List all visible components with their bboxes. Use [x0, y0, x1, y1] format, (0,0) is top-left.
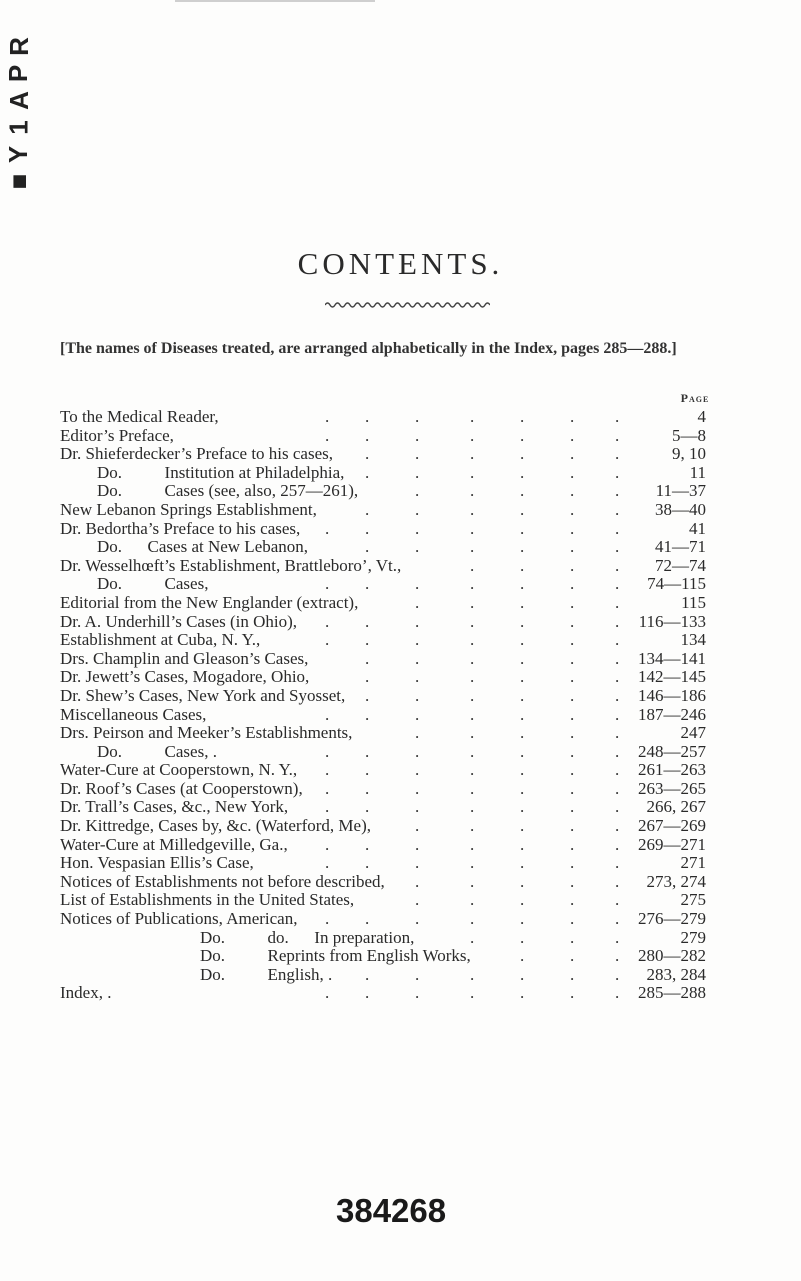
- entry-title: New Lebanon Springs Establishment,: [60, 499, 317, 519]
- leader-dot: .: [325, 518, 331, 538]
- top-edge-line: [175, 0, 375, 2]
- leader-dot: .: [415, 797, 421, 817]
- leader-dot: .: [615, 964, 621, 984]
- leader-dot: .: [325, 853, 331, 873]
- leader-dot: .: [615, 871, 621, 891]
- leader-dot: .: [615, 667, 621, 687]
- leader-dot: .: [520, 816, 526, 836]
- index-note: [The names of Diseases treated, are arranged alphabetically in the Index, pages 285—288.]: [60, 340, 677, 357]
- leader-dot: .: [415, 760, 421, 780]
- leader-dot: .: [615, 890, 621, 910]
- contents-entry: [0, 482, 801, 501]
- entry-page: 74—115: [647, 574, 706, 594]
- leader-dot: .: [570, 704, 576, 724]
- entry-title: Water-Cure at Milledgeville, Ga.,: [60, 834, 288, 854]
- entry-page: 271: [680, 853, 706, 873]
- contents-entry: [0, 947, 801, 966]
- leader-dot: .: [470, 518, 476, 538]
- shelf-number: 384268: [336, 1192, 447, 1229]
- entry-page: 4: [697, 407, 706, 426]
- leader-dot: .: [325, 797, 331, 817]
- leader-dot: .: [470, 704, 476, 724]
- leader-dot: .: [570, 685, 576, 705]
- leader-dot: .: [470, 853, 476, 873]
- leader-dot: .: [520, 574, 526, 594]
- leader-dot: .: [520, 481, 526, 501]
- leader-dot: .: [415, 741, 421, 761]
- leader-dot: .: [520, 741, 526, 761]
- contents-entry: [0, 873, 801, 892]
- leader-dot: .: [470, 481, 476, 501]
- leader-dot: .: [570, 983, 576, 1003]
- leader-dot: .: [415, 611, 421, 631]
- leader-dot: .: [570, 462, 576, 482]
- leader-dot: .: [415, 853, 421, 873]
- entry-page: 142—145: [638, 667, 706, 687]
- contents-entry: [0, 538, 801, 557]
- leader-dot: .: [415, 407, 421, 426]
- entry-page: 280—282: [638, 946, 706, 966]
- leader-dot: .: [520, 685, 526, 705]
- entry-title: Dr. Kittredge, Cases by, &c. (Waterford, Me),: [60, 816, 371, 836]
- contents-entry: [0, 984, 801, 1003]
- contents-entry: [0, 836, 801, 855]
- contents-entry: [0, 668, 801, 687]
- leader-dot: .: [325, 574, 331, 594]
- leader-dot: .: [365, 537, 371, 557]
- entry-page: 38—40: [655, 499, 706, 519]
- entry-title: Drs. Peirson and Meeker’s Establishments,: [60, 723, 353, 743]
- contents-entry: [0, 724, 801, 743]
- leader-dot: .: [470, 462, 476, 482]
- leader-dot: .: [570, 611, 576, 631]
- entry-title: To the Medical Reader,: [60, 407, 219, 426]
- leader-dot: .: [415, 518, 421, 538]
- leader-dot: .: [365, 574, 371, 594]
- leader-dot: .: [615, 778, 621, 798]
- leader-dot: .: [415, 648, 421, 668]
- page-column-header: Page: [680, 391, 710, 405]
- leader-dot: .: [325, 704, 331, 724]
- entry-title: Dr. Bedortha’s Preface to his cases,: [60, 518, 301, 538]
- leader-dot: .: [325, 741, 331, 761]
- entry-title: Do. Cases at New Lebanon,: [97, 537, 309, 557]
- contents-entry: [0, 594, 801, 613]
- contents-entry: [0, 631, 801, 650]
- contents-entry: [0, 408, 801, 427]
- leader-dot: .: [615, 537, 621, 557]
- leader-dot: .: [570, 909, 576, 929]
- leader-dot: .: [415, 667, 421, 687]
- leader-dot: .: [470, 425, 476, 445]
- leader-dot: .: [415, 816, 421, 836]
- leader-dot: .: [615, 853, 621, 873]
- leader-dot: .: [615, 704, 621, 724]
- entry-title: Drs. Champlin and Gleason’s Cases,: [60, 648, 309, 668]
- leader-dot: .: [520, 909, 526, 929]
- entry-page: 267—269: [638, 816, 706, 836]
- leader-dot: .: [570, 760, 576, 780]
- library-stamp: R P A 1 Y ■: [3, 37, 34, 190]
- leader-dot: .: [520, 871, 526, 891]
- leader-dot: .: [325, 760, 331, 780]
- leader-dot: .: [520, 407, 526, 426]
- contents-entry: [0, 798, 801, 817]
- leader-dot: .: [615, 574, 621, 594]
- leader-dot: .: [365, 611, 371, 631]
- entry-page: 115: [681, 592, 706, 612]
- leader-dot: .: [520, 648, 526, 668]
- contents-entry: [0, 501, 801, 520]
- leader-dot: .: [570, 630, 576, 650]
- entry-title: Do. English, .: [200, 964, 333, 984]
- contents-entry: [0, 761, 801, 780]
- leader-dot: .: [415, 574, 421, 594]
- leader-dot: .: [570, 537, 576, 557]
- leader-dot: .: [520, 834, 526, 854]
- leader-dot: .: [470, 685, 476, 705]
- entry-page: 283, 284: [646, 964, 706, 984]
- entry-page: 41: [689, 518, 706, 538]
- leader-dot: .: [520, 518, 526, 538]
- entry-title: Editorial from the New Englander (extract),: [60, 592, 359, 612]
- entry-page: 279: [680, 927, 706, 947]
- leader-dot: .: [365, 760, 371, 780]
- leader-dot: .: [570, 834, 576, 854]
- entry-page: 248—257: [638, 741, 706, 761]
- leader-dot: .: [520, 499, 526, 519]
- entry-title: Dr. Shew’s Cases, New York and Syosset,: [60, 685, 346, 705]
- entry-page: 116—133: [638, 611, 706, 631]
- leader-dot: .: [615, 518, 621, 538]
- leader-dot: .: [520, 630, 526, 650]
- leader-dot: .: [470, 499, 476, 519]
- leader-dot: .: [365, 462, 371, 482]
- leader-dot: .: [520, 462, 526, 482]
- leader-dot: .: [615, 797, 621, 817]
- leader-dot: .: [570, 871, 576, 891]
- leader-dot: .: [470, 537, 476, 557]
- leader-dot: .: [325, 909, 331, 929]
- leader-dot: .: [470, 667, 476, 687]
- leader-dot: .: [520, 611, 526, 631]
- leader-dot: .: [470, 741, 476, 761]
- leader-dot: .: [615, 927, 621, 947]
- leader-dot: .: [615, 425, 621, 445]
- leader-dot: .: [470, 834, 476, 854]
- leader-dot: .: [570, 574, 576, 594]
- leader-dot: .: [615, 462, 621, 482]
- leader-dot: .: [570, 741, 576, 761]
- leader-dot: .: [615, 444, 621, 464]
- leader-dot: .: [470, 723, 476, 743]
- leader-dot: .: [415, 983, 421, 1003]
- leader-dot: .: [415, 444, 421, 464]
- entry-title: List of Establishments in the United States,: [60, 890, 355, 910]
- leader-dot: .: [365, 964, 371, 984]
- leader-dot: .: [470, 909, 476, 929]
- leader-dot: .: [470, 648, 476, 668]
- leader-dot: .: [570, 946, 576, 966]
- entry-title: Editor’s Preface,: [60, 425, 174, 445]
- entry-title: Do. Cases, .: [97, 741, 217, 761]
- entry-page: 269—271: [638, 834, 706, 854]
- leader-dot: .: [365, 630, 371, 650]
- leader-dot: .: [615, 909, 621, 929]
- leader-dot: .: [615, 834, 621, 854]
- leader-dot: .: [520, 983, 526, 1003]
- contents-entry: [0, 520, 801, 539]
- entry-page: 5—8: [672, 425, 706, 445]
- contents-entry: [0, 687, 801, 706]
- leader-dot: .: [325, 778, 331, 798]
- entry-title: Do. Cases (see, also, 257—261),: [97, 481, 359, 501]
- leader-dot: .: [470, 630, 476, 650]
- contents-entry: [0, 613, 801, 632]
- leader-dot: .: [570, 778, 576, 798]
- entry-page: 273, 274: [646, 871, 706, 891]
- leader-dot: .: [325, 425, 331, 445]
- leader-dot: .: [520, 723, 526, 743]
- leader-dot: .: [470, 927, 476, 947]
- leader-dot: .: [365, 667, 371, 687]
- leader-dot: .: [520, 890, 526, 910]
- leader-dot: .: [365, 909, 371, 929]
- entry-title: Notices of Publications, American,: [60, 909, 298, 929]
- leader-dot: .: [470, 611, 476, 631]
- leader-dot: .: [615, 741, 621, 761]
- contents-entry: [0, 464, 801, 483]
- leader-dot: .: [520, 555, 526, 575]
- leader-dot: .: [415, 462, 421, 482]
- leader-dot: .: [615, 946, 621, 966]
- leader-dot: .: [520, 964, 526, 984]
- leader-dot: .: [570, 667, 576, 687]
- leader-dot: .: [520, 444, 526, 464]
- leader-dot: .: [570, 481, 576, 501]
- leader-dot: .: [520, 425, 526, 445]
- leader-dot: .: [415, 723, 421, 743]
- leader-dot: .: [325, 407, 331, 426]
- leader-dot: .: [470, 871, 476, 891]
- entry-page: 134: [680, 630, 706, 650]
- leader-dot: .: [570, 592, 576, 612]
- leader-dot: .: [365, 499, 371, 519]
- entry-page: 266, 267: [646, 797, 706, 817]
- contents-entry: [0, 780, 801, 799]
- leader-dot: .: [615, 685, 621, 705]
- entry-page: 41—71: [655, 537, 706, 557]
- leader-dot: .: [470, 555, 476, 575]
- leader-dot: .: [570, 444, 576, 464]
- leader-dot: .: [325, 611, 331, 631]
- entry-title: Do. Reprints from English Works,: [200, 946, 471, 966]
- entry-title: Dr. Trall’s Cases, &c., New York,: [60, 797, 289, 817]
- entry-page: 275: [680, 890, 706, 910]
- leader-dot: .: [570, 555, 576, 575]
- entry-title: Notices of Establishments not before described,: [60, 871, 385, 891]
- leader-dot: .: [615, 760, 621, 780]
- leader-dot: .: [570, 816, 576, 836]
- leader-dot: .: [520, 760, 526, 780]
- entry-page: 263—265: [638, 778, 706, 798]
- leader-dot: .: [415, 778, 421, 798]
- entry-page: 11: [689, 462, 706, 482]
- leader-dot: .: [615, 630, 621, 650]
- leader-dot: .: [365, 425, 371, 445]
- entry-title: Dr. A. Underhill’s Cases (in Ohio),: [60, 611, 298, 631]
- leader-dot: .: [570, 890, 576, 910]
- leader-dot: .: [570, 723, 576, 743]
- contents-entry: [0, 557, 801, 576]
- entry-title: Dr. Jewett’s Cases, Mogadore, Ohio,: [60, 667, 310, 687]
- leader-dot: .: [365, 518, 371, 538]
- contents-entry: [0, 817, 801, 836]
- leader-dot: .: [520, 797, 526, 817]
- contents-entry: [0, 445, 801, 464]
- leader-dot: .: [365, 407, 371, 426]
- entry-title: Index, .: [60, 983, 112, 1003]
- contents-entry: [0, 706, 801, 725]
- leader-dot: .: [365, 685, 371, 705]
- contents-entry: [0, 910, 801, 929]
- leader-dot: .: [615, 499, 621, 519]
- entry-page: 285—288: [638, 983, 706, 1003]
- leader-dot: .: [470, 964, 476, 984]
- contents-entry: [0, 427, 801, 446]
- leader-dot: .: [570, 964, 576, 984]
- entry-page: 9, 10: [672, 444, 706, 464]
- leader-dot: .: [470, 816, 476, 836]
- leader-dot: .: [615, 983, 621, 1003]
- entry-page: 276—279: [638, 909, 706, 929]
- leader-dot: .: [615, 555, 621, 575]
- contents-entry: [0, 854, 801, 873]
- leader-dot: .: [365, 444, 371, 464]
- leader-dot: .: [470, 407, 476, 426]
- entry-title: Dr. Shieferdecker’s Preface to his cases,: [60, 444, 333, 464]
- leader-dot: .: [415, 964, 421, 984]
- leader-dot: .: [520, 778, 526, 798]
- leader-dot: .: [415, 499, 421, 519]
- leader-dot: .: [415, 425, 421, 445]
- leader-dot: .: [570, 407, 576, 426]
- leader-dot: .: [520, 592, 526, 612]
- leader-dot: .: [520, 704, 526, 724]
- entry-title: Do. Institution at Philadelphia,: [97, 462, 345, 482]
- leader-dot: .: [365, 648, 371, 668]
- contents-entry: [0, 966, 801, 985]
- leader-dot: .: [520, 853, 526, 873]
- leader-dot: .: [415, 890, 421, 910]
- entry-page: 11—37: [655, 481, 706, 501]
- entry-title: Dr. Wesselhœft’s Establishment, Brattleboro’, Vt.,: [60, 555, 402, 575]
- leader-dot: .: [415, 630, 421, 650]
- leader-dot: .: [570, 425, 576, 445]
- contents-entry: [0, 743, 801, 762]
- entry-title: Do. Cases,: [97, 574, 209, 594]
- leader-dot: .: [470, 797, 476, 817]
- contents-entry: [0, 929, 801, 948]
- leader-dot: .: [365, 778, 371, 798]
- wavy-rule-ornament: [325, 301, 490, 309]
- leader-dot: .: [365, 797, 371, 817]
- leader-dot: .: [415, 704, 421, 724]
- entry-page: 134—141: [638, 648, 706, 668]
- leader-dot: .: [365, 853, 371, 873]
- leader-dot: .: [325, 983, 331, 1003]
- leader-dot: .: [470, 778, 476, 798]
- leader-dot: .: [325, 630, 331, 650]
- leader-dot: .: [365, 741, 371, 761]
- leader-dot: .: [470, 592, 476, 612]
- entry-page: 146—186: [638, 685, 706, 705]
- leader-dot: .: [520, 927, 526, 947]
- leader-dot: .: [470, 574, 476, 594]
- leader-dot: .: [570, 518, 576, 538]
- leader-dot: .: [470, 983, 476, 1003]
- contents-list: [0, 408, 801, 1003]
- contents-entry: [0, 650, 801, 669]
- entry-title: Do. do. In preparation,: [200, 927, 415, 947]
- leader-dot: .: [365, 834, 371, 854]
- leader-dot: .: [615, 723, 621, 743]
- leader-dot: .: [570, 797, 576, 817]
- leader-dot: .: [615, 481, 621, 501]
- leader-dot: .: [520, 667, 526, 687]
- leader-dot: .: [415, 909, 421, 929]
- entry-title: Hon. Vespasian Ellis’s Case,: [60, 853, 254, 873]
- leader-dot: .: [325, 834, 331, 854]
- entry-page: 247: [680, 723, 706, 743]
- page-title: CONTENTS.: [297, 246, 504, 281]
- leader-dot: .: [615, 592, 621, 612]
- contents-entry: [0, 575, 801, 594]
- entry-page: 72—74: [655, 555, 706, 575]
- leader-dot: .: [570, 648, 576, 668]
- leader-dot: .: [415, 834, 421, 854]
- leader-dot: .: [415, 685, 421, 705]
- leader-dot: .: [615, 648, 621, 668]
- leader-dot: .: [570, 927, 576, 947]
- leader-dot: .: [570, 499, 576, 519]
- leader-dot: .: [415, 481, 421, 501]
- entry-title: Establishment at Cuba, N. Y.,: [60, 630, 261, 650]
- leader-dot: .: [415, 592, 421, 612]
- leader-dot: .: [570, 853, 576, 873]
- entry-page: 187—246: [638, 704, 706, 724]
- leader-dot: .: [520, 537, 526, 557]
- leader-dot: .: [415, 537, 421, 557]
- leader-dot: .: [615, 816, 621, 836]
- entry-title: Water-Cure at Cooperstown, N. Y.,: [60, 760, 298, 780]
- contents-entry: [0, 891, 801, 910]
- leader-dot: .: [615, 407, 621, 426]
- leader-dot: .: [365, 983, 371, 1003]
- leader-dot: .: [615, 611, 621, 631]
- entry-title: Dr. Roof’s Cases (at Cooperstown),: [60, 778, 303, 798]
- leader-dot: .: [470, 760, 476, 780]
- leader-dot: .: [365, 704, 371, 724]
- leader-dot: .: [415, 871, 421, 891]
- leader-dot: .: [470, 890, 476, 910]
- leader-dot: .: [520, 946, 526, 966]
- entry-title: Miscellaneous Cases,: [60, 704, 207, 724]
- entry-page: 261—263: [638, 760, 706, 780]
- leader-dot: .: [470, 444, 476, 464]
